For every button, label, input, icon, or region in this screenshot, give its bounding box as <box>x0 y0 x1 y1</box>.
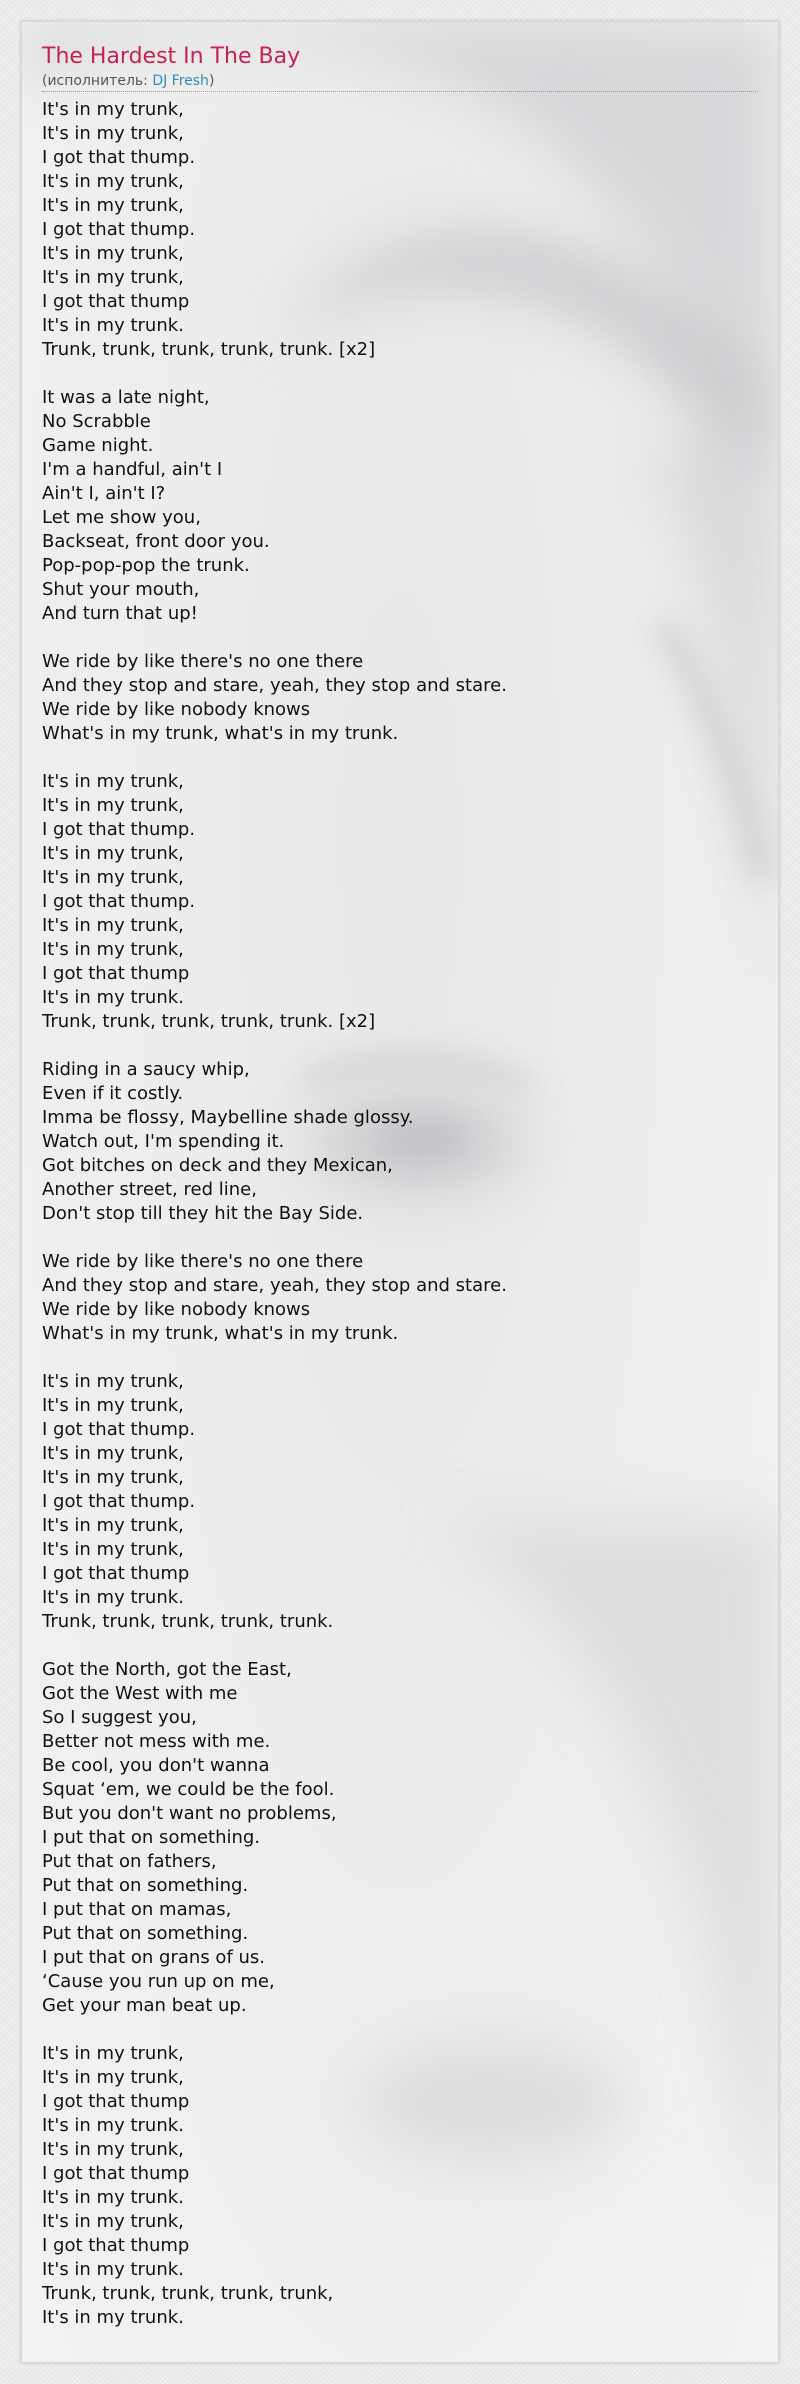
lyric-line: It's in my trunk, <box>42 1467 184 1488</box>
stanza-break <box>42 362 758 386</box>
lyric-line: Imma be flossy, Maybelline shade glossy. <box>42 1107 414 1128</box>
lyric-line: It's in my trunk. <box>42 2259 184 2280</box>
lyric-line: It's in my trunk. <box>42 2307 184 2328</box>
lyric-line: It's in my trunk, <box>42 843 184 864</box>
lyric-line: Squat ‘em, we could be the fool. <box>42 1779 335 1800</box>
lyric-line: It's in my trunk, <box>42 1515 184 1536</box>
lyric-line: I put that on something. <box>42 1827 261 1848</box>
stanza-break <box>42 1034 758 1058</box>
lyric-line: It's in my trunk, <box>42 2211 184 2232</box>
lyric-line: Put that on fathers, <box>42 1851 217 1872</box>
lyric-line: Riding in a saucy whip, <box>42 1059 250 1080</box>
lyric-line: It's in my trunk. <box>42 987 184 1008</box>
lyric-line: I got that thump <box>42 291 190 312</box>
lyric-line: I put that on mamas, <box>42 1899 232 1920</box>
lyric-line: It's in my trunk, <box>42 243 184 264</box>
lyric-line: It's in my trunk, <box>42 1371 184 1392</box>
lyric-line: It's in my trunk. <box>42 2115 184 2136</box>
lyric-line: Trunk, trunk, trunk, trunk, trunk, <box>42 2283 334 2304</box>
lyric-line: Got the North, got the East, <box>42 1659 292 1680</box>
lyric-line: Trunk, trunk, trunk, trunk, trunk. [x2] <box>42 339 376 360</box>
lyric-line: And turn that up! <box>42 603 198 624</box>
lyric-line: It's in my trunk, <box>42 867 184 888</box>
lyric-line: I got that thump <box>42 1563 190 1584</box>
lyric-line: It's in my trunk, <box>42 171 184 192</box>
lyric-line: And they stop and stare, yeah, they stop and stare. <box>42 1275 507 1296</box>
lyric-line: Ain't I, ain't I? <box>42 483 166 504</box>
lyric-line: We ride by like there's no one there <box>42 1251 364 1272</box>
lyric-line: And they stop and stare, yeah, they stop and stare. <box>42 675 507 696</box>
lyric-line: Trunk, trunk, trunk, trunk, trunk. [x2] <box>42 1011 376 1032</box>
lyric-line: It's in my trunk. <box>42 315 184 336</box>
lyric-line: What's in my trunk, what's in my trunk. <box>42 723 399 744</box>
lyric-line: I got that thump <box>42 2091 190 2112</box>
song-title: The Hardest In The Bay <box>42 44 301 69</box>
artist-line <box>42 72 758 92</box>
lyric-line: We ride by like nobody knows <box>42 1299 311 1320</box>
lyric-line: Got bitches on deck and they Mexican, <box>42 1155 393 1176</box>
lyric-line: Put that on something. <box>42 1875 249 1896</box>
lyric-line: Trunk, trunk, trunk, trunk, trunk. <box>42 1611 334 1632</box>
lyric-line: Don't stop till they hit the Bay Side. <box>42 1203 364 1224</box>
lyric-line: It's in my trunk, <box>42 2067 184 2088</box>
lyric-line: Be cool, you don't wanna <box>42 1755 270 1776</box>
lyric-line: ‘Cause you run up on me, <box>42 1971 275 1992</box>
lyric-line: Backseat, front door you. <box>42 531 270 552</box>
lyric-line: It's in my trunk, <box>42 2139 184 2160</box>
lyric-line: I got that thump. <box>42 147 196 168</box>
lyric-line: No Scrabble <box>42 411 151 432</box>
lyric-line: Even if it costly. <box>42 1083 184 1104</box>
lyric-line: It's in my trunk, <box>42 1539 184 1560</box>
stanza-break <box>42 746 758 770</box>
artist-prefix: (исполнитель: <box>42 73 153 89</box>
lyric-line: It's in my trunk, <box>42 1443 184 1464</box>
lyric-line: I got that thump. <box>42 1491 196 1512</box>
lyric-line: Watch out, I'm spending it. <box>42 1131 285 1152</box>
lyrics-content <box>22 22 778 2330</box>
artist-suffix: ) <box>208 73 215 89</box>
lyric-line: Put that on something. <box>42 1923 249 1944</box>
lyric-line: I got that thump. <box>42 219 196 240</box>
lyric-line: It's in my trunk. <box>42 1587 184 1608</box>
lyric-line: I got that thump <box>42 2163 190 2184</box>
lyric-line: It's in my trunk, <box>42 2043 184 2064</box>
lyric-line: It's in my trunk. <box>42 2187 184 2208</box>
lyric-line: I got that thump. <box>42 819 196 840</box>
lyric-line: What's in my trunk, what's in my trunk. <box>42 1323 399 1344</box>
lyric-line: I got that thump. <box>42 1419 196 1440</box>
lyric-line: It's in my trunk, <box>42 99 184 120</box>
lyric-line: I put that on grans of us. <box>42 1947 266 1968</box>
lyric-line: It's in my trunk, <box>42 795 184 816</box>
lyric-line: Shut your mouth, <box>42 579 200 600</box>
lyric-line: I'm a handful, ain't I <box>42 459 223 480</box>
artist-link[interactable]: DJ Fresh <box>152 73 209 89</box>
stanza-break <box>42 2018 758 2042</box>
lyric-line: But you don't want no problems, <box>42 1803 337 1824</box>
lyrics-card <box>21 21 779 2363</box>
lyric-line: We ride by like nobody knows <box>42 699 311 720</box>
stanza-break <box>42 626 758 650</box>
lyrics-text <box>42 98 758 2330</box>
lyric-line: I got that thump. <box>42 891 196 912</box>
lyric-line: Game night. <box>42 435 154 456</box>
lyric-line: We ride by like there's no one there <box>42 651 364 672</box>
lyric-line: Better not mess with me. <box>42 1731 271 1752</box>
lyric-line: It's in my trunk, <box>42 1395 184 1416</box>
lyric-line: It was a late night, <box>42 387 210 408</box>
lyric-line: Let me show you, <box>42 507 201 528</box>
lyric-line: It's in my trunk, <box>42 939 184 960</box>
stanza-break <box>42 1226 758 1250</box>
lyric-line: I got that thump <box>42 2235 190 2256</box>
lyric-line: Get your man beat up. <box>42 1995 247 2016</box>
lyric-line: It's in my trunk, <box>42 771 184 792</box>
lyric-line: Another street, red line, <box>42 1179 257 1200</box>
lyric-line: I got that thump <box>42 963 190 984</box>
lyric-line: Got the West with me <box>42 1683 238 1704</box>
lyric-line: It's in my trunk, <box>42 915 184 936</box>
stanza-break <box>42 1346 758 1370</box>
lyric-line: So I suggest you, <box>42 1707 197 1728</box>
lyric-line: It's in my trunk, <box>42 123 184 144</box>
lyric-line: It's in my trunk, <box>42 267 184 288</box>
stanza-break <box>42 1634 758 1658</box>
lyric-line: Pop-pop-pop the trunk. <box>42 555 250 576</box>
lyric-line: It's in my trunk, <box>42 195 184 216</box>
